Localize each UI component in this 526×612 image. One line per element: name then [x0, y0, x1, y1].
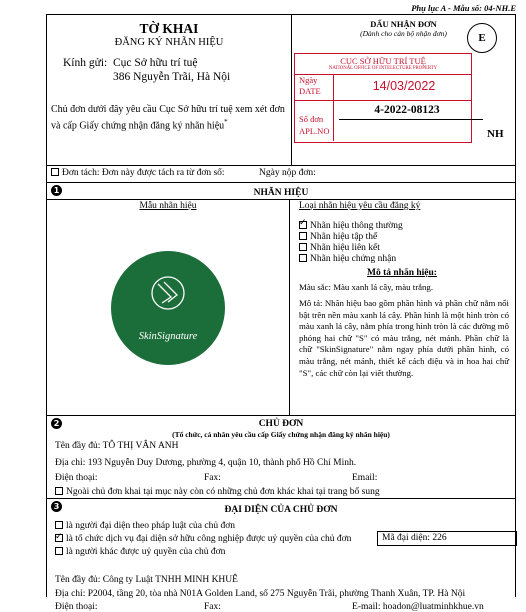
receipt-stamp — [294, 53, 472, 143]
rep-email: E-mail: hoadon@luatminhkhue.vn — [352, 602, 484, 612]
to-address: 386 Nguyễn Trãi, Hà Nội — [113, 71, 231, 83]
rep-address: P2004, tầng 20, tòa nhà N01A Golden Land, số 275 Nguyễn Trãi, phường Thanh Xuân, TP. Hà Nội — [87, 589, 466, 599]
type-checkbox-associated[interactable] — [299, 243, 307, 251]
rep-option-legal[interactable] — [55, 520, 351, 533]
types-list — [299, 221, 403, 265]
sample-label: Mẫu nhãn hiệu — [139, 201, 197, 211]
rep-fax-label: Fax: — [204, 602, 221, 612]
stamp-title: DẤU NHẬN ĐƠN — [370, 19, 437, 29]
rep-address-row — [55, 589, 465, 599]
owner-address-label: Địa chỉ: — [55, 458, 86, 468]
request-text — [51, 103, 287, 132]
application-number: 4-2022-08123 — [374, 104, 440, 116]
rule-split-top — [47, 165, 515, 166]
rep-checkbox-service[interactable] — [55, 534, 63, 542]
s1-divider — [289, 199, 290, 415]
logo-wordmark: SkinSignature — [138, 331, 198, 342]
rep-name-label: Tên đầy đủ: — [55, 575, 101, 585]
type-label: Nhãn hiệu tập thể — [310, 232, 378, 242]
rep-name: Công ty Luật TNHH MINH KHUÊ — [102, 575, 238, 585]
type-label: Nhãn hiệu liên kết — [310, 243, 380, 253]
other-owners-row[interactable] — [55, 487, 380, 497]
app-underline — [339, 119, 483, 120]
owner-phone-label: Điện thoại: — [55, 473, 98, 483]
type-label: Nhãn hiệu chứng nhận — [310, 254, 397, 264]
split-checkbox[interactable] — [51, 168, 59, 176]
request-text-body: Chủ đơn dưới đây yêu cầu Cục Sở hữu trí tuệ xem xét đơn và cấp Giấy chứng nhận đăng ký nhãn hiệu — [51, 104, 285, 132]
to-name: Cục Sở hữu trí tuệ — [113, 57, 198, 69]
stamp-vrule — [333, 74, 334, 100]
e-badge: E — [467, 23, 497, 53]
stamp-office: CỤC SỞ HỮU TRÍ TUỆ — [340, 56, 426, 66]
app-code: NH — [487, 128, 504, 140]
type-checkbox-ordinary[interactable] — [299, 221, 307, 229]
section-3-number: 3 — [51, 501, 62, 512]
type-item-collective[interactable] — [299, 232, 403, 243]
owner-address-row — [55, 458, 356, 468]
rule-s2-top — [47, 415, 515, 416]
logo-emblem-icon — [111, 251, 225, 365]
owner-name: TÔ THỊ VÂN ANH — [102, 441, 179, 451]
date-label-en: DATE — [299, 86, 321, 96]
form-frame — [46, 14, 516, 612]
rule-s1-top — [47, 182, 515, 183]
stamp-rule — [295, 74, 471, 75]
other-owners-label: Ngoài chủ đơn khai tại mục này còn có những chủ đơn khác khai tại trang bổ sung — [66, 487, 380, 497]
request-mark: * — [224, 118, 228, 126]
color-line: Màu sắc: Màu xanh lá cây, màu trắng. — [299, 282, 434, 292]
section-2-subtitle: (Tổ chức, cá nhân yêu cầu cấp Giấy chứng nhận đăng ký nhãn hiệu) — [172, 430, 390, 439]
split-row — [51, 168, 225, 178]
rep-option-other[interactable] — [55, 546, 351, 559]
rep-address-label: Địa chỉ: — [55, 589, 86, 599]
app-label-en: APL.NO — [299, 126, 330, 136]
stamp-vrule2 — [333, 100, 334, 141]
owner-name-label: Tên đầy đủ: — [55, 441, 101, 451]
form-subtitle: ĐĂNG KÝ NHÃN HIỆU — [114, 37, 224, 48]
date-label-vi: Ngày — [299, 75, 318, 85]
section-3-title: ĐẠI DIỆN CỦA CHỦ ĐƠN — [224, 505, 338, 515]
type-checkbox-collective[interactable] — [299, 232, 307, 240]
date-value: 14/03/2022 — [372, 79, 436, 93]
rep-option-label: là người khác được uỷ quyền của chủ đơn — [66, 547, 226, 557]
stamp-note: (Dành cho cán bộ nhận đơn) — [360, 29, 447, 38]
section-2-number: 2 — [51, 418, 62, 429]
rep-name-row — [55, 575, 238, 585]
rep-options — [55, 520, 351, 559]
type-checkbox-certification[interactable] — [299, 254, 307, 262]
rep-checkbox-legal[interactable] — [55, 521, 63, 529]
desc-title: Mô tả nhãn hiệu: — [367, 268, 437, 278]
stamp-rule2 — [295, 100, 471, 101]
split-filing-date: Ngày nộp đơn: — [259, 168, 316, 178]
type-item-certification[interactable] — [299, 254, 403, 265]
owner-fax-label: Fax: — [204, 473, 221, 483]
rep-option-label: là người đại diện theo pháp luật của chủ đơn — [66, 521, 235, 531]
owner-address: 193 Nguyễn Duy Dương, phường 4, quận 10, thành phố Hồ Chí Minh. — [87, 458, 357, 468]
stamp-office-en: NATIONAL OFFICE OF INTELECTURE PROPERTY — [328, 66, 438, 71]
trademark-logo — [111, 251, 225, 365]
rep-phone-label: Điện thoại: — [55, 602, 98, 612]
rep-checkbox-other[interactable] — [55, 547, 63, 555]
owner-email-label: Email: — [352, 473, 378, 483]
type-item-ordinary[interactable] — [299, 221, 403, 232]
type-item-associated[interactable] — [299, 243, 403, 254]
owner-name-row — [55, 441, 179, 451]
rule-s1-head — [47, 199, 515, 200]
types-label: Loại nhãn hiệu yêu cầu đăng ký — [299, 201, 421, 211]
rule-s3-top — [47, 498, 515, 499]
other-owners-checkbox[interactable] — [55, 487, 63, 495]
type-label: Nhãn hiệu thông thường — [310, 221, 403, 231]
split-label: Đơn tách: Đơn này được tách ra từ đơn số: — [62, 168, 225, 178]
form-title: TỜ KHAI — [139, 21, 199, 36]
section-2-title: CHỦ ĐƠN — [258, 419, 304, 429]
rep-code-box: Mã đại diện: 226 — [377, 531, 517, 546]
rep-option-label: là tổ chức dịch vụ đại diện sở hữu công nghiệp được uỷ quyền của chủ đơn — [66, 534, 352, 544]
trademark-description: Mô tả: Nhãn hiệu bao gồm phần hình và phần chữ nằm nổi bật trên nền màu xanh lá cây. Phần hình là một hình tròn có màu xanh lá cây, nằm phía trong hình tròn là các đường mô phỏng hai chữ "S" có màu trắng, nét mảnh. Phần chữ là chữ "SkinSignature" nằm ngay phía dưới phần hình, có màu trắng, nét mảnh, thiết kế cách điệu và in hoa hai chữ "S", các chữ còn lại viết thường. — [299, 298, 509, 378]
form-code: Phụ lục A - Mẫu số: 04-NH.E — [411, 3, 516, 13]
rep-option-service[interactable] — [55, 533, 351, 546]
to-label: Kính gửi: — [63, 57, 108, 69]
section-1-title: NHÃN HIỆU — [253, 188, 309, 198]
app-label-vi: Số đơn — [299, 114, 324, 124]
section-1-number: 1 — [51, 185, 62, 196]
